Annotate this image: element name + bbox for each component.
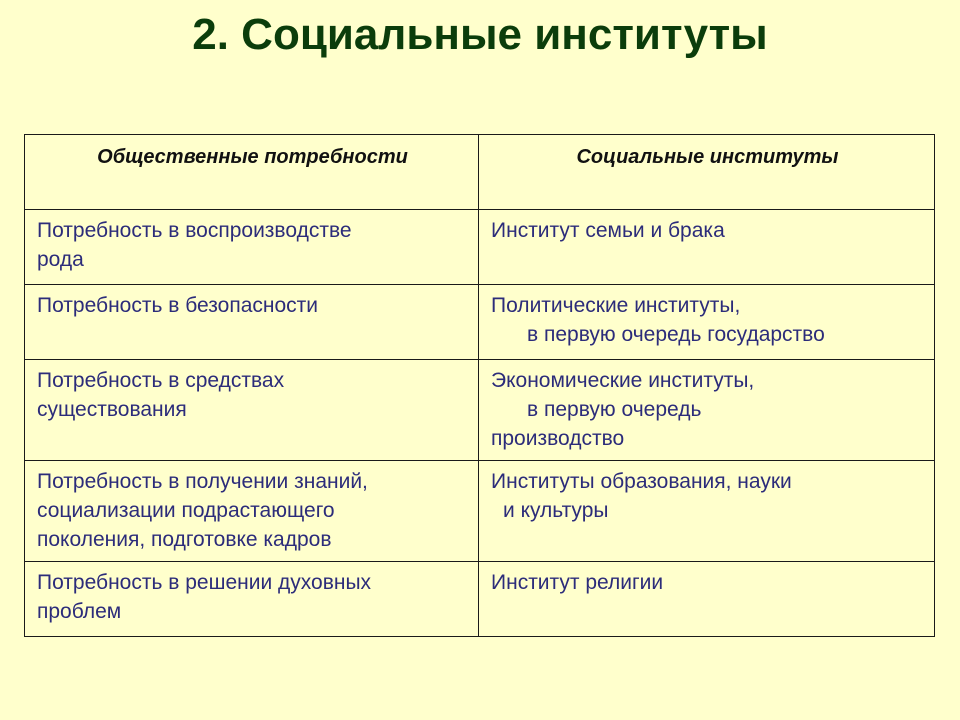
needs-institutions-table <box>24 134 935 637</box>
need-cell <box>25 360 479 461</box>
cell-line: в первую очередь <box>527 398 702 421</box>
cell-line: Политические институты, <box>491 294 741 317</box>
cell-line: Экономические институты, <box>491 369 755 392</box>
cell-line: социализации подрастающего <box>37 499 335 522</box>
cell-line: Институты образования, науки <box>491 470 792 493</box>
need-cell <box>25 210 479 285</box>
cell-line: существования <box>37 398 187 421</box>
institution-cell <box>479 285 935 360</box>
cell-line: в первую очередь государство <box>527 323 825 346</box>
table-row <box>25 210 935 285</box>
table-row <box>25 562 935 637</box>
cell-line: Потребность в безопасности <box>37 294 318 317</box>
need-cell <box>25 461 479 562</box>
cell-line: Институт религии <box>491 571 664 594</box>
cell-line: Потребность в решении духовных <box>37 571 372 594</box>
cell-line: Потребность в воспроизводстве <box>37 219 352 242</box>
cell-line: Институт семьи и брака <box>491 219 725 242</box>
institution-cell <box>479 461 935 562</box>
header-institutions: Социальные институты <box>479 135 935 210</box>
cell-line: проблем <box>37 600 122 623</box>
need-cell <box>25 562 479 637</box>
cell-line: производство <box>491 427 625 450</box>
table-header-row <box>25 135 935 210</box>
table-row <box>25 360 935 461</box>
institution-cell <box>479 360 935 461</box>
cell-line: и культуры <box>503 499 609 522</box>
cell-line: Потребность в получении знаний, <box>37 470 368 493</box>
cell-line: рода <box>37 248 84 271</box>
cell-line: поколения, подготовке кадров <box>37 528 332 551</box>
table-row <box>25 461 935 562</box>
slide-title: 2. Социальные институты <box>192 10 768 59</box>
table-row <box>25 285 935 360</box>
cell-line: Потребность в средствах <box>37 369 285 392</box>
header-needs: Общественные потребности <box>25 135 479 210</box>
need-cell <box>25 285 479 360</box>
institution-cell <box>479 210 935 285</box>
institution-cell <box>479 562 935 637</box>
